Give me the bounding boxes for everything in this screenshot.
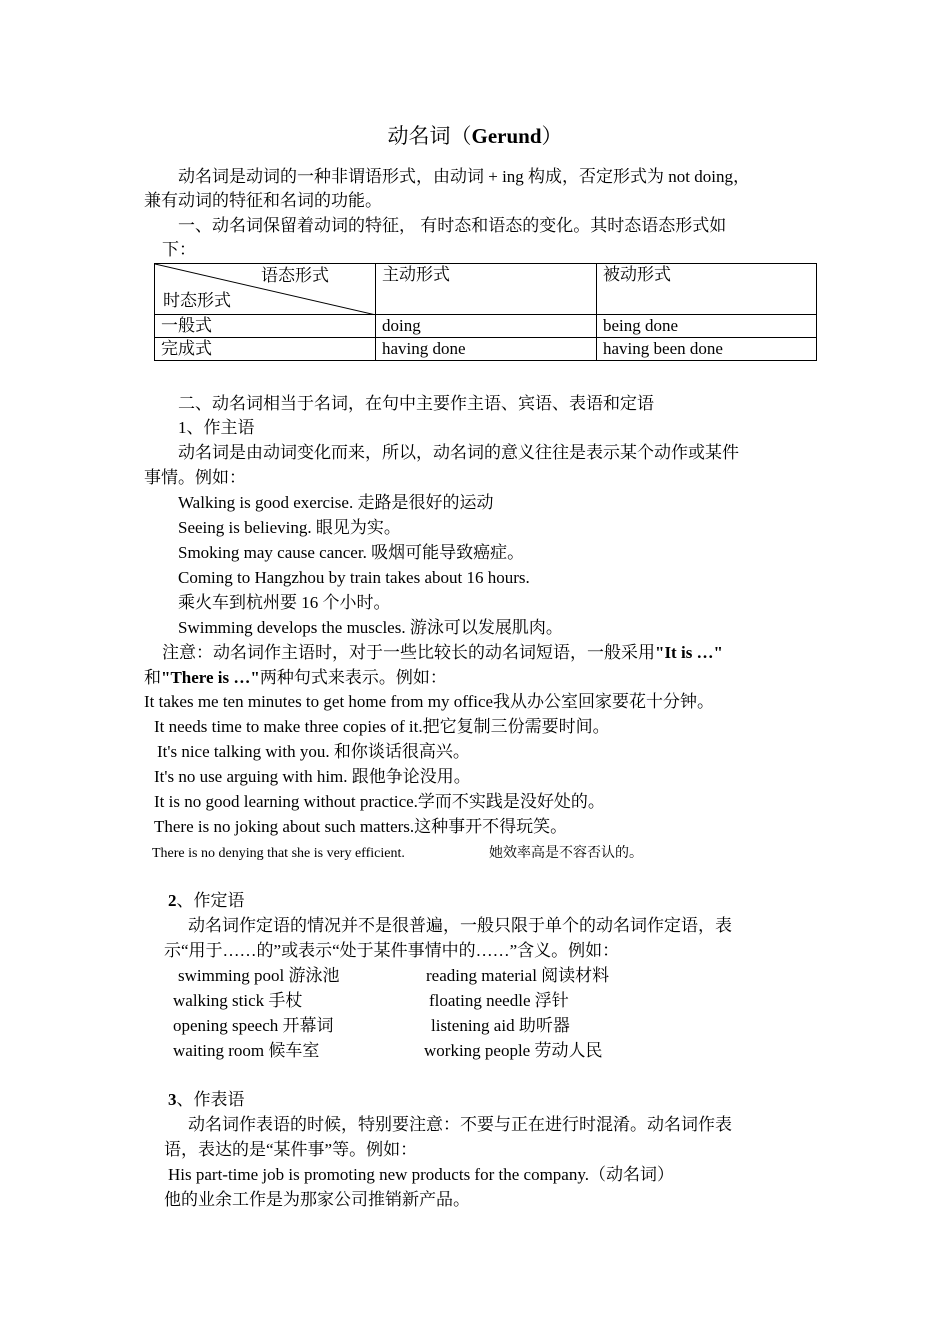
table-header-row: [155, 264, 817, 315]
page-title: 动名词（Gerund）: [387, 124, 563, 148]
note-line-2: 和"There is …"两种句式来表示。例如：: [144, 668, 447, 687]
example-sentence: Walking is good exercise. 走路是很好的运动: [178, 493, 494, 512]
it-example: It's nice talking with you. 和你谈话很高兴。: [157, 742, 470, 761]
subject-subheading: 1、作主语: [178, 418, 255, 437]
table-cell-tense: 一般式: [155, 315, 376, 338]
subject-desc-2: 事情。例如：: [144, 468, 246, 487]
header-active-cell: 主动形式: [376, 264, 597, 315]
section2-heading: 二、动名词相当于名词，在句中主要作主语、宾语、表语和定语: [178, 394, 654, 413]
pred-desc-1: 动名词作表语的时候，特别要注意：不要与正在进行时混淆。动名词作表: [188, 1115, 732, 1134]
intro-line-1: 动名词是动词的一种非谓语形式，由动词 + ing 构成，否定形式为 not doing，: [178, 167, 751, 186]
section1-line-2: 下：: [162, 240, 196, 259]
attr-heading: 2、作定语: [168, 891, 245, 910]
attr-desc-1: 动名词作定语的情况并不是很普遍，一般只限于单个的动名词作定语，表: [188, 916, 732, 935]
small-example-cn: 她效率高是不容否认的。: [489, 846, 643, 861]
table-row: [155, 338, 817, 361]
example-sentence: Coming to Hangzhou by train takes about 16 hours.: [178, 568, 530, 587]
it-example: It's no use arguing with him. 跟他争论没用。: [154, 767, 471, 786]
attr-desc-2: 示“用于……的”或表示“处于某件事情中的……”含义。例如：: [164, 941, 620, 960]
example-sentence: 乘火车到杭州要 16 个小时。: [178, 593, 391, 612]
header-tense-label: 时态形式: [163, 291, 231, 310]
attr-example-right: working people 劳动人民: [424, 1041, 603, 1060]
table-cell-tense: 完成式: [155, 338, 376, 361]
table-cell-active: doing: [376, 315, 597, 338]
it-example: It takes me ten minutes to get home from my office我从办公室回家要花十分钟。: [144, 692, 715, 711]
attr-example-right: floating needle 浮针: [429, 991, 569, 1010]
attr-example-left: opening speech 开幕词: [173, 1016, 334, 1035]
attr-example-left: walking stick 手杖: [173, 991, 303, 1010]
example-sentence: Smoking may cause cancer. 吸烟可能导致癌症。: [178, 543, 525, 562]
example-sentence: Swimming develops the muscles. 游泳可以发展肌肉。: [178, 618, 563, 637]
table-row: [155, 315, 817, 338]
attr-example-right: reading material 阅读材料: [426, 966, 610, 985]
pred-example-cn: 他的业余工作是为那家公司推销新产品。: [164, 1190, 470, 1209]
pred-heading: 3、作表语: [168, 1090, 245, 1109]
table-cell-passive: having been done: [597, 338, 817, 361]
pred-desc-2: 语，表达的是“某件事”等。例如：: [164, 1140, 418, 1159]
it-example: There is no joking about such matters.这种事开不得玩笑。: [154, 817, 568, 836]
header-voice-label: 语态形式: [261, 266, 329, 285]
attr-example-right: listening aid 助听器: [431, 1016, 570, 1035]
pred-example-en: His part-time job is promoting new products for the company.（动名词）: [168, 1165, 674, 1184]
table-cell-active: having done: [376, 338, 597, 361]
example-sentence: Seeing is believing. 眼见为实。: [178, 518, 401, 537]
attr-example-left: waiting room 候车室: [173, 1041, 320, 1060]
subject-desc-1: 动名词是由动词变化而来，所以，动名词的意义往往是表示某个动作或某件: [178, 443, 739, 462]
intro-line-2: 兼有动词的特征和名词的功能。: [144, 191, 382, 210]
note-line-1: 注意：动名词作主语时，对于一些比较长的动名词短语，一般采用"It is …": [162, 643, 723, 662]
attr-example-left: swimming pool 游泳池: [178, 966, 340, 985]
section1-line-1: 一、动名词保留着动词的特征， 有时态和语态的变化。其时态语态形式如: [178, 216, 727, 235]
it-example: It is no good learning without practice.学而不实践是没好处的。: [154, 792, 605, 811]
gerund-forms-table: [154, 263, 817, 361]
it-example: It needs time to make three copies of it.把它复制三份需要时间。: [154, 717, 610, 736]
table-cell-passive: being done: [597, 315, 817, 338]
small-example-en: There is no denying that she is very efficient.: [152, 846, 405, 861]
header-passive-cell: 被动形式: [597, 264, 817, 315]
table-diagonal-header-cell: [155, 264, 376, 315]
